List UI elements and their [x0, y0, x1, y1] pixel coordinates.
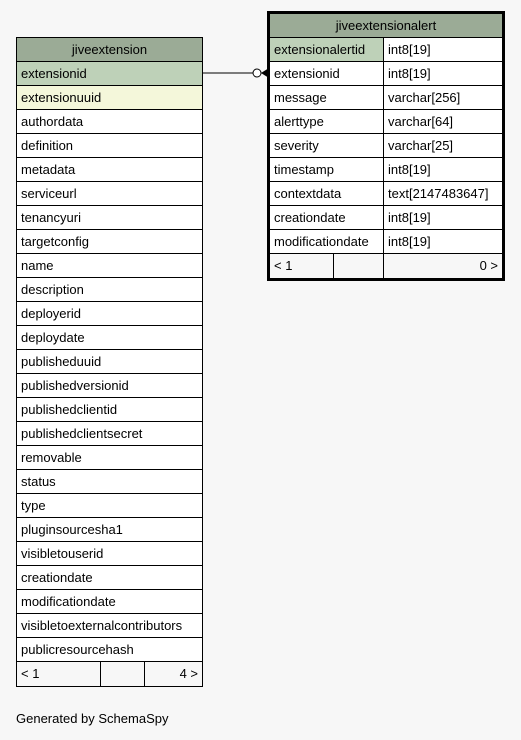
column-name: publicresourcehash — [21, 642, 134, 657]
column-name: definition — [21, 138, 74, 153]
column-name: visibletoexternalcontributors — [21, 618, 183, 633]
table-row[interactable] — [17, 254, 202, 278]
children-count[interactable]: 4 > — [179, 666, 198, 681]
table-row[interactable] — [270, 134, 502, 158]
column-type: text[2147483647] — [388, 186, 489, 201]
column-name: modificationdate — [21, 594, 116, 609]
column-name: type — [21, 498, 46, 513]
table-row[interactable] — [270, 230, 502, 254]
table-title[interactable]: jiveextension — [17, 38, 202, 62]
table-row[interactable] — [17, 494, 202, 518]
column-type: int8[19] — [388, 162, 431, 177]
column-name: deployerid — [21, 306, 81, 321]
table-row[interactable] — [17, 110, 202, 134]
column-name: contextdata — [270, 182, 384, 205]
column-type: int8[19] — [388, 66, 431, 81]
column-name: authordata — [21, 114, 84, 129]
table-row[interactable] — [17, 398, 202, 422]
footer-spacer — [101, 662, 145, 686]
table-row[interactable] — [270, 38, 502, 62]
column-type: int8[19] — [388, 42, 431, 57]
column-type: varchar[256] — [388, 90, 461, 105]
table-row[interactable] — [17, 446, 202, 470]
footer-spacer — [334, 254, 384, 278]
table-row[interactable] — [17, 590, 202, 614]
column-name: removable — [21, 450, 82, 465]
column-name: severity — [270, 134, 384, 157]
column-name: deploydate — [21, 330, 85, 345]
table-row[interactable] — [17, 158, 202, 182]
column-name: modificationdate — [270, 230, 384, 253]
table-row[interactable] — [17, 374, 202, 398]
table-row[interactable] — [270, 158, 502, 182]
table-footer — [270, 254, 502, 278]
column-name: extensionid — [21, 66, 87, 81]
column-name: extensionuuid — [21, 90, 102, 105]
table-footer — [17, 662, 202, 686]
column-name: publishedclientsecret — [21, 426, 143, 441]
generated-by-label: Generated by SchemaSpy — [16, 711, 169, 726]
table-row[interactable] — [17, 134, 202, 158]
column-name: creationdate — [270, 206, 384, 229]
column-name: serviceurl — [21, 186, 77, 201]
column-name: status — [21, 474, 56, 489]
table-jiveextension[interactable] — [16, 37, 203, 687]
column-name: metadata — [21, 162, 76, 177]
table-row[interactable] — [17, 422, 202, 446]
column-name: extensionalertid — [270, 38, 384, 61]
table-row[interactable] — [17, 326, 202, 350]
column-name: pluginsourcesha1 — [21, 522, 123, 537]
table-row[interactable] — [17, 470, 202, 494]
column-name: targetconfig — [21, 234, 89, 249]
table-row[interactable] — [17, 566, 202, 590]
table-row[interactable] — [270, 182, 502, 206]
table-row[interactable] — [270, 206, 502, 230]
column-type: varchar[64] — [388, 114, 454, 129]
column-name: extensionid — [270, 62, 384, 85]
table-row[interactable] — [17, 614, 202, 638]
table-row[interactable] — [17, 182, 202, 206]
table-row[interactable] — [17, 278, 202, 302]
column-name: publisheduuid — [21, 354, 102, 369]
table-row[interactable] — [17, 62, 202, 86]
table-row[interactable] — [17, 350, 202, 374]
column-type: int8[19] — [388, 234, 431, 249]
column-name: alerttype — [270, 110, 384, 133]
column-name: name — [21, 258, 54, 273]
column-name: message — [270, 86, 384, 109]
parents-count[interactable]: < 1 — [17, 662, 101, 686]
table-row[interactable] — [17, 230, 202, 254]
column-type: int8[19] — [388, 210, 431, 225]
table-row[interactable] — [17, 86, 202, 110]
table-row[interactable] — [17, 206, 202, 230]
column-type: varchar[25] — [388, 138, 454, 153]
table-row[interactable] — [17, 542, 202, 566]
table-title[interactable]: jiveextensionalert — [270, 14, 502, 38]
column-name: description — [21, 282, 84, 297]
table-row[interactable] — [270, 86, 502, 110]
table-row[interactable] — [17, 638, 202, 662]
table-jiveextensionalert[interactable] — [267, 11, 505, 281]
column-name: publishedclientid — [21, 402, 118, 417]
table-row[interactable] — [270, 110, 502, 134]
children-count[interactable]: 0 > — [479, 258, 498, 273]
column-name: tenancyuri — [21, 210, 81, 225]
table-row[interactable] — [17, 518, 202, 542]
column-name: visibletouserid — [21, 546, 104, 561]
table-row[interactable] — [17, 302, 202, 326]
column-name: creationdate — [21, 570, 93, 585]
column-name: publishedversionid — [21, 378, 129, 393]
column-name: timestamp — [270, 158, 384, 181]
table-row[interactable] — [270, 62, 502, 86]
parents-count[interactable]: < 1 — [270, 254, 334, 278]
